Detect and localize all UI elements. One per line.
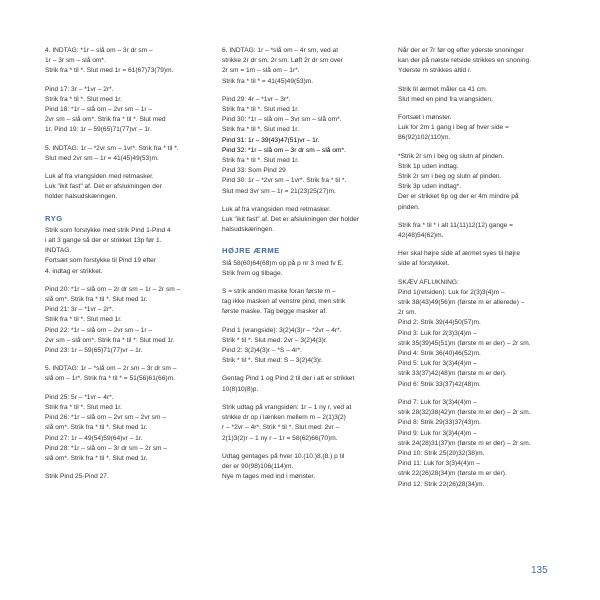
text-line: strik 24(28)31(37)m (første m er der) – 2r sm. <box>398 439 531 447</box>
text-line: Pind 17: 3r – *1vr – 2r*. <box>45 85 114 93</box>
paragraph <box>45 85 205 136</box>
paragraph <box>45 472 205 482</box>
text-line: Der er strikket 6p og der er 4m mindre på <box>398 193 519 201</box>
paragraph <box>398 46 558 77</box>
paragraph <box>222 403 384 444</box>
text-line: Pind 2: 3(2)4(3)r – *S – 4r*. <box>222 347 302 355</box>
paragraph-gap <box>398 490 558 498</box>
text-line: Pind 11: Luk for 3(3)4(4)m – <box>398 460 480 468</box>
text-line: Strik til ærmet måler ca 41 cm. <box>398 85 488 93</box>
text-line: Pind 12: Strik 22(26)28(34)m. <box>398 480 485 488</box>
text-line: Nye m tages med ind i mønster. <box>222 473 316 481</box>
text-line: Pind 9: Luk for 3(3)4(4)m – <box>398 429 477 437</box>
text-line: kan der på næste retside strikkes en snoning. <box>398 57 532 65</box>
text-line: 10(8)10(8)p. <box>222 385 259 393</box>
text-line: Pind 31: 1r – 39(43)47(51)vr – 1r. <box>222 136 320 144</box>
text-line: slå om*. Strik fra * til *. Slut med 1r. <box>45 296 148 304</box>
text-line: 1r. Pind 19: 1r – 59(65)71(77)vr – 1r. <box>45 126 152 134</box>
text-line: Strik 1p uden indtag. <box>398 162 459 170</box>
paragraph-gap <box>222 87 384 95</box>
paragraph <box>222 452 384 483</box>
paragraph-gap <box>222 279 384 287</box>
text-line: Strik * til *. Slut med: S – 3(2)4(3)r. <box>222 357 323 365</box>
text-line: Pind 25: 5r – *1vr – 4r*. <box>45 393 114 401</box>
text-line: 42(48)54(62)m. <box>398 232 444 240</box>
text-line: 1r – 3r sm – slå om*. <box>45 57 106 65</box>
text-line: Pind 5: Luk for 3(3)4(4)m – <box>398 360 477 368</box>
paragraph <box>45 285 205 356</box>
text-line: holder halsudskæringen. <box>45 193 118 201</box>
text-line: slå om*. Strik fra * til *. Slut med 1r. <box>45 454 148 462</box>
paragraph-gap <box>222 482 384 490</box>
text-line: side af forstykket. <box>398 260 450 268</box>
paragraph <box>398 249 558 269</box>
paragraph-gap <box>222 444 384 452</box>
text-line: Her skal højre side af ærmet syes til højre <box>398 250 521 258</box>
text-line: S = strik anden maske foran første m – <box>222 288 336 296</box>
paragraph-gap <box>222 395 384 403</box>
text-line: Luk for 2m 1 gang i beg af hver side = <box>398 124 509 132</box>
paragraph-gap <box>45 277 205 285</box>
paragraph-gap <box>398 77 558 85</box>
text-line: 2r sm = 1m – slå om – 1r*. <box>222 67 300 75</box>
text-line: Strik fra * til *. Slut med 1r. <box>222 126 299 134</box>
text-line: Strik fra * til *. Slut med 1r = 61(67)73(79)m. <box>45 67 174 75</box>
text-line: Strik 2r sm i beg og slutn af pinden. <box>398 173 502 181</box>
paragraph-gap <box>45 136 205 144</box>
text-line: Pind 33: Som Pind 29 <box>222 167 286 175</box>
text-line: pinden. <box>398 203 420 211</box>
text-line: Strik som forstykke med strik Pind 1-Pind 4 <box>45 226 171 234</box>
paragraph-gap <box>45 164 205 172</box>
text-line: Pind 2: Strik 39(44)50(57)m. <box>398 319 481 327</box>
paragraph-gap <box>222 318 384 326</box>
paragraph <box>222 95 384 197</box>
text-line: 5. INDTAG: 1r – *2vr sm – 1vr*. Strik fra * til *. <box>45 144 179 152</box>
paragraph <box>222 205 384 236</box>
paragraph-gap <box>398 213 558 221</box>
text-line: 2vr sm – slå om*. Strik fra * til *. Slut med <box>45 116 166 124</box>
text-line: Pind 4: Strik 36(40)46(52)m. <box>398 350 481 358</box>
paragraph-gap <box>222 366 384 374</box>
text-line: Slut med 3vr sm – 1r = 21(23)25(27)m. <box>222 187 336 195</box>
text-line: Slut med 2vr sm – 1r = 41(45)49(53)m. <box>45 154 159 162</box>
text-line: Strik fra * til *. Slut med 1r. <box>45 316 122 324</box>
paragraph-gap <box>45 203 205 211</box>
text-column-right <box>398 46 558 498</box>
text-line: Pind 28: *1r – slå om – 3r dr sm – 2r sm – <box>45 444 168 452</box>
paragraph <box>398 85 558 105</box>
text-line: 2r sm. <box>398 309 417 317</box>
text-line: slå om – 1r*. Strik fra * til * = 51(56)61(66)m. <box>45 375 175 383</box>
text-line: halsudskæringen. <box>222 226 275 234</box>
text-line: der er 90(98)106(114)m. <box>222 462 294 470</box>
paragraph-gap <box>222 235 384 243</box>
paragraph-gap <box>45 464 205 472</box>
paragraph <box>45 226 205 277</box>
text-line: Pind 1 (vrangside): 3(2)4(3)r – *2vr – 4r*. <box>222 326 342 334</box>
paragraph-gap <box>398 270 558 278</box>
text-line: Fortsæt i mønster. <box>398 114 452 122</box>
text-line: Strik fra * til *. Slut med 1r. <box>222 106 299 114</box>
text-line: strik 22(26)28(34)m (første m er der). <box>398 470 507 478</box>
section-heading: RYG <box>45 213 63 223</box>
text-line: 5. INDTAG: 1r – *slå om – 2r sm – 3r dr sm – <box>45 365 177 373</box>
text-line: 2vr sm – slå om*. Strik fra * til *. Slut med 1r. <box>45 336 175 344</box>
text-line: Pind 29: 4r – *1vr – 3r*. <box>222 95 291 103</box>
text-line: Yderste m strikkes altid r. <box>398 67 472 75</box>
text-line: Fortsæt som forstykke til Pind 19 efter <box>45 257 157 265</box>
text-line: strik 33(37)42(48)m (første m er der). <box>398 370 507 378</box>
text-line: Pind 18: *1r – slå om – 2vr sm – 1r – <box>45 106 153 114</box>
text-line: Når der er 7r før og efter yderste snoninger <box>398 47 524 54</box>
text-line: Strik 3p uden indtag*. <box>398 183 462 191</box>
text-line: Strik Pind 25-Pind 27. <box>45 473 109 481</box>
text-line: Pind 30: *1r – slå om – 3vr sm – slå om*. <box>222 116 342 124</box>
text-line: strik 38(43)49(56)m (første m er allerede) – <box>398 299 525 307</box>
text-column-left <box>45 46 205 490</box>
paragraph <box>222 287 384 318</box>
paragraph-gap <box>45 356 205 364</box>
paragraph <box>222 326 384 367</box>
text-line: Strik udtag på vrangsiden: 1r – 1 ny r, ved at <box>222 403 352 411</box>
text-line: Luk af fra vrangsiden med retmasker. <box>222 205 331 213</box>
text-line: 4. indtag er strikket. <box>45 267 103 275</box>
text-line: Slut med en pind fra vrangsiden. <box>398 95 493 103</box>
paragraph <box>222 46 384 87</box>
text-line: 2(1)3(2)r – 1 ny r – 1r = 58(62)66(70)m. <box>222 434 338 442</box>
text-line: Pind 21: 3r – *1vr – 2r*. <box>45 306 114 314</box>
paragraph <box>45 172 205 203</box>
text-line: Luk "ikit fast" af. Det er afslukningen der <box>45 183 162 191</box>
text-line: Pind 7: Luk for 3(3)4(4)m – <box>398 398 477 406</box>
text-line: Slå 58(60)64(68)m op på p nr 3 med fv E. <box>222 259 344 267</box>
text-line: Pind 20: *1r – slå om – 2r dr sm – 1r – 2r sm – <box>45 285 181 293</box>
text-line: Strik fra * til *. Slut med 1r. <box>45 403 122 411</box>
paragraph-gap <box>398 241 558 249</box>
paragraph <box>398 398 558 490</box>
paragraph <box>398 221 558 241</box>
text-line: Strik fra * til * = 41(45)49(53)m. <box>222 77 314 85</box>
paragraph <box>45 393 205 464</box>
text-line: Strik * til *. Slut med: 2vr – 3(2)4(3)r. <box>222 336 328 344</box>
text-line: Pind 26: *1r – slå om – 2vr sm – 2vr sm – <box>45 414 166 422</box>
text-line: strik 35(39)45(51)m (første m er der) – 2r sm. <box>398 339 531 347</box>
text-line: Gentag Pind 1 og Pind 2 til der i alt er strikket <box>222 375 355 383</box>
paragraph-gap <box>398 390 558 398</box>
text-line: INDTAG. <box>45 247 72 255</box>
paragraph-gap <box>45 482 205 490</box>
section-heading: HØJRE ÆRME <box>222 246 280 256</box>
paragraph <box>398 152 558 213</box>
text-line: første maske. Tag begge masker af. <box>222 308 328 316</box>
text-line: Pind 8: Strik 29(33)37(43)m. <box>398 419 481 427</box>
text-column-middle <box>222 46 384 490</box>
text-line: strikke dr op i lænken mellem m – 2(1)3(2) <box>222 414 346 422</box>
paragraph <box>222 259 384 279</box>
text-line: 86(92)102(110)m. <box>398 134 451 142</box>
text-line: Strik fra * til *. Slut med 1r. <box>45 95 122 103</box>
text-line: slå om*. Strik fra * til *. Slut med 1r. <box>45 424 148 432</box>
text-line: Pind 1(retsiden): Luk for 2(3)3(4)m – <box>398 288 505 296</box>
paragraph <box>398 278 558 390</box>
text-line: 4. INDTAG: *1r – slå om – 3r dr sm – <box>45 47 153 54</box>
text-line: Pind 10: Strik 25(29)32(38)m. <box>398 449 485 457</box>
paragraph-gap <box>45 77 205 85</box>
text-line: 6. INDTAG: 1r – *slå om – 4r sm, ved at <box>222 47 339 54</box>
text-line: Pind 27: 1r – 49(54)59(64)vr – 1r. <box>45 434 143 442</box>
text-line: i alt 3 gange så der er strikket 13p før 1. <box>45 237 162 245</box>
paragraph-gap <box>398 105 558 113</box>
text-line: strik 28(32)38(42)m (første m er der) – 2r sm. <box>398 409 531 417</box>
text-line: Pind 22: *1r – slå om – 2vr sm – 1r – <box>45 326 153 334</box>
text-line: strikke 2r dr sm, 2r sm. Løft 2r dr sm over <box>222 57 343 65</box>
paragraph <box>45 364 205 384</box>
text-line: Pind 3: Luk for 2(3)3(4)m – <box>398 329 477 337</box>
text-line: Strik fra * til * i alt 11(11)12(12) gange = <box>398 221 514 229</box>
text-line: Pind 23: 1r – 59(65)71(77)vr – 1r. <box>45 347 143 355</box>
text-line: Luk af fra vrangsiden med retmasker. <box>45 173 154 181</box>
paragraph-gap <box>222 197 384 205</box>
text-line: SKÆV AFLUKNING: <box>398 278 459 286</box>
text-line: Pind 32: *1r – slå om – 3r dr sm – slå om*. <box>222 146 346 154</box>
text-line: r – *2vr – 4r*. Strik * til *. Slut med: 2vr – <box>222 424 340 432</box>
text-line: Pind 30: 1r – *2vr sm – 1vr*. Strik fra * til *. <box>222 177 347 185</box>
text-line: Pind 6: Strik 33(37)42(48)m. <box>398 380 481 388</box>
paragraph-gap <box>398 144 558 152</box>
text-line: *Strik 2r sm i beg og slutn af pinden. <box>398 152 504 160</box>
page-number: 135 <box>531 565 548 576</box>
text-line: Strik fra * til *. Slut med 1r. <box>222 157 299 165</box>
text-line: Udtag gentages på hver 10.(10.)8.(8.) p til <box>222 452 345 460</box>
paragraph <box>222 374 384 394</box>
paragraph <box>398 113 558 144</box>
text-line: Strik frem og tilbage. <box>222 269 283 277</box>
paragraph <box>45 46 205 77</box>
paragraph-gap <box>45 385 205 393</box>
text-line: tag ikke masken af venstre pind, men strik <box>222 298 346 306</box>
text-line: Luk "ikit fast" af. Det er afslukningen der holder <box>222 216 359 224</box>
paragraph <box>45 144 205 164</box>
